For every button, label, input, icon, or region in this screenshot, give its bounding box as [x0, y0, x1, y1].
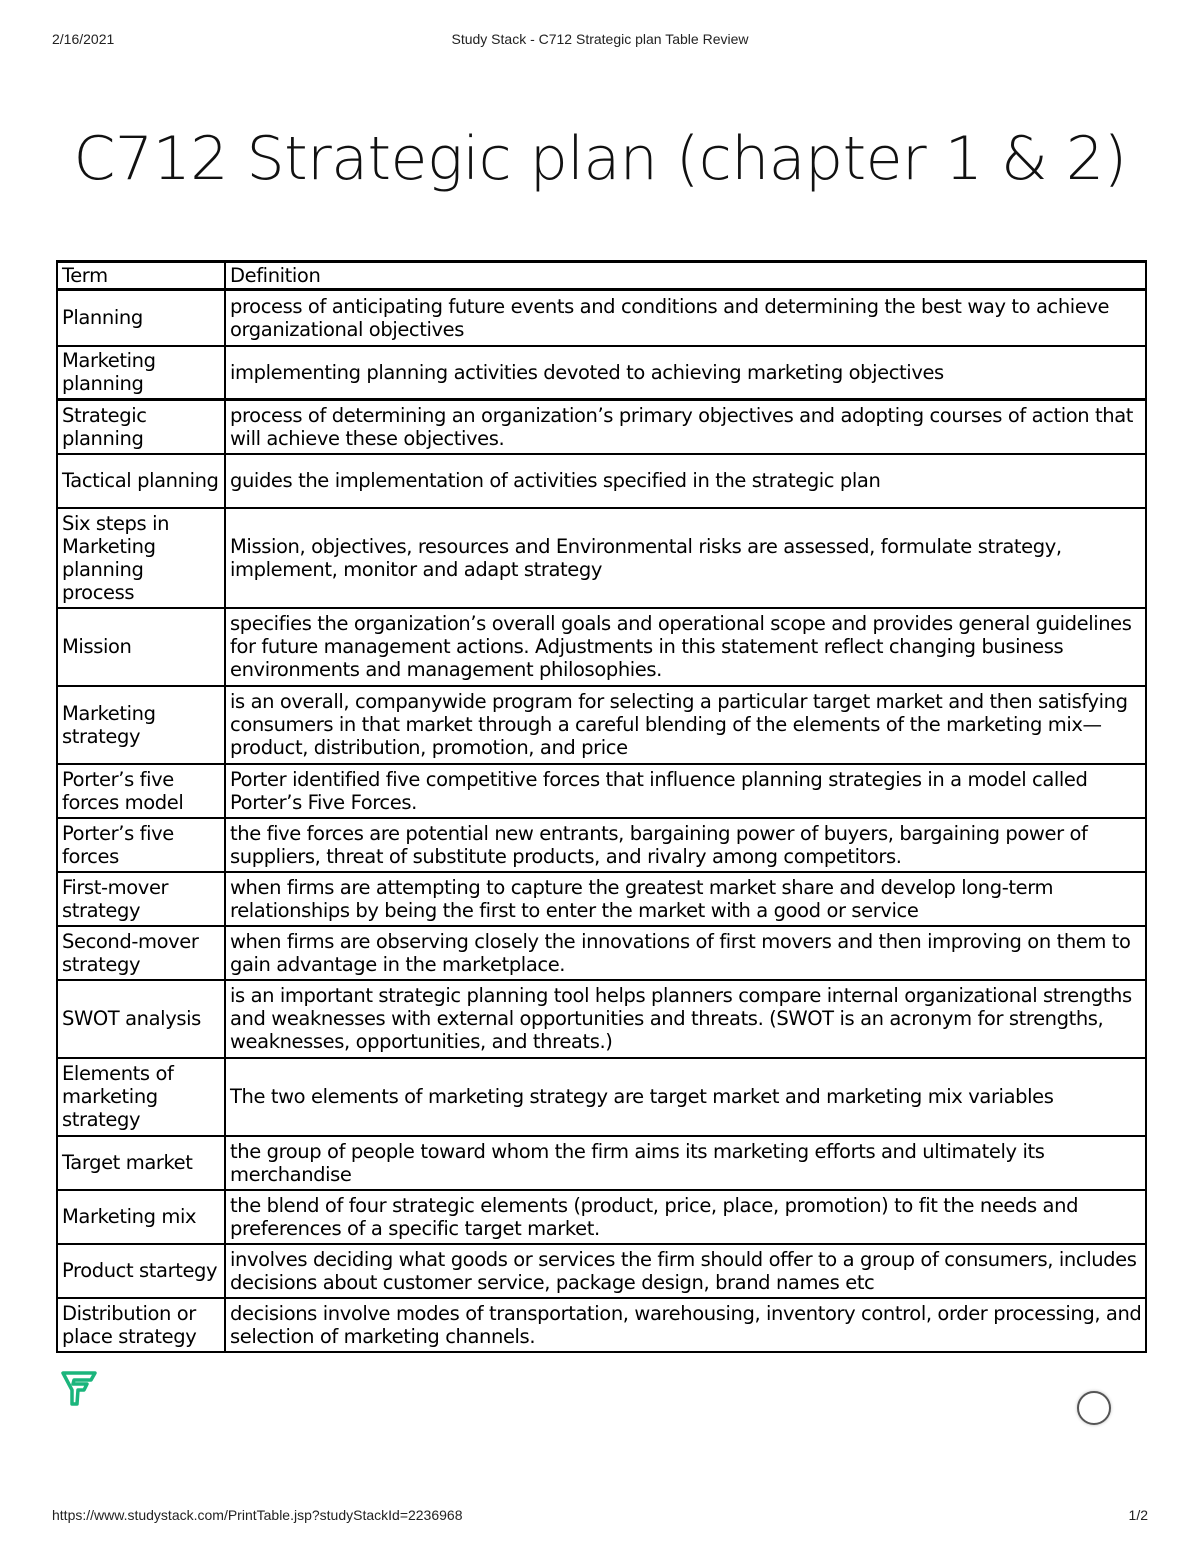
term-cell: SWOT analysis	[57, 980, 225, 1058]
table-row	[57, 980, 1146, 1058]
page-number: 1/2	[1128, 1507, 1148, 1523]
table-row	[57, 508, 1146, 608]
term-cell: First-mover strategy	[57, 872, 225, 926]
term-cell: Mission	[57, 608, 225, 686]
studystack-logo-icon[interactable]	[60, 1368, 98, 1408]
definition-cell: guides the implementation of activities specified in the strategic plan	[225, 454, 1146, 508]
table-row	[57, 686, 1146, 764]
table-row	[57, 1298, 1146, 1352]
table-row	[57, 400, 1146, 454]
definition-cell: involves deciding what goods or services the firm should offer to a group of consumers, includes decisions about customer service, package design, brand names etc	[225, 1244, 1146, 1298]
table-header-row	[57, 262, 1146, 290]
definition-cell: process of anticipating future events and conditions and determining the best way to achieve organizational objectives	[225, 290, 1146, 346]
page-url: https://www.studystack.com/PrintTable.jsp?studyStackId=2236968	[52, 1507, 463, 1523]
definition-cell: process of determining an organization’s primary objectives and adopting courses of action that will achieve these objectives.	[225, 400, 1146, 454]
print-header	[52, 31, 1148, 51]
table-row	[57, 818, 1146, 872]
table-row	[57, 346, 1146, 400]
term-cell: Planning	[57, 290, 225, 346]
table-row	[57, 1058, 1146, 1136]
definition-cell: when firms are observing closely the innovations of first movers and then improving on them to gain advantage in the marketplace.	[225, 926, 1146, 980]
document-title: C712 Strategic plan (chapter 1 & 2)	[73, 124, 1127, 195]
definition-cell: when firms are attempting to capture the greatest market share and develop long-term relationships by being the first to enter the market with a good or service	[225, 872, 1146, 926]
table-row	[57, 1190, 1146, 1244]
terms-table	[56, 260, 1147, 1353]
definition-cell: is an important strategic planning tool helps planners compare internal organizational strengths and weaknesses with external opportunities and threats. (SWOT is an acronym for strengths, weaknesses, opportunities, and threats.)	[225, 980, 1146, 1058]
term-cell: Six steps in Marketing planning process	[57, 508, 225, 608]
table-row	[57, 608, 1146, 686]
term-cell: Distribution or place strategy	[57, 1298, 225, 1352]
definition-cell: decisions involve modes of transportation, warehousing, inventory control, order processing, and selection of marketing channels.	[225, 1298, 1146, 1352]
term-cell: Product startegy	[57, 1244, 225, 1298]
term-cell: Marketing planning	[57, 346, 225, 400]
definition-cell: specifies the organization’s overall goals and operational scope and provides general guidelines for future management actions. Adjustments in this statement reflect changing business environments and management philosophies.	[225, 608, 1146, 686]
table-row	[57, 290, 1146, 346]
table-row	[57, 454, 1146, 508]
definition-cell: is an overall, companywide program for selecting a particular target market and then satisfying consumers in that market through a careful blending of the elements of the marketing mix—product, distribution, promotion, and price	[225, 686, 1146, 764]
term-cell: Tactical planning	[57, 454, 225, 508]
term-cell: Porter’s five forces model	[57, 764, 225, 818]
definition-cell: the group of people toward whom the firm aims its marketing efforts and ultimately its merchandise	[225, 1136, 1146, 1190]
definition-cell: the five forces are potential new entrants, bargaining power of buyers, bargaining power of suppliers, threat of substitute products, and rivalry among competitors.	[225, 818, 1146, 872]
table-row	[57, 926, 1146, 980]
definition-cell: The two elements of marketing strategy are target market and marketing mix variables	[225, 1058, 1146, 1136]
definition-cell: the blend of four strategic elements (product, price, place, promotion) to fit the needs and preferences of a specific target market.	[225, 1190, 1146, 1244]
term-cell: Marketing strategy	[57, 686, 225, 764]
table-row	[57, 1244, 1146, 1298]
print-footer	[52, 1507, 1148, 1527]
definition-cell: Porter identified five competitive forces that influence planning strategies in a model called Porter’s Five Forces.	[225, 764, 1146, 818]
circle-button-icon[interactable]	[1077, 1391, 1111, 1425]
print-date: 2/16/2021	[52, 31, 115, 47]
definition-cell: implementing planning activities devoted to achieving marketing objectives	[225, 346, 1146, 400]
column-header-definition: Definition	[225, 262, 1146, 290]
table-row	[57, 764, 1146, 818]
term-cell: Second-mover strategy	[57, 926, 225, 980]
term-cell: Strategic planning	[57, 400, 225, 454]
term-cell: Target market	[57, 1136, 225, 1190]
table-row	[57, 1136, 1146, 1190]
term-cell: Porter’s five forces	[57, 818, 225, 872]
column-header-term: Term	[57, 262, 225, 290]
definition-cell: Mission, objectives, resources and Environmental risks are assessed, formulate strategy, implement, monitor and adapt strategy	[225, 508, 1146, 608]
print-page-title: Study Stack - C712 Strategic plan Table Review	[451, 31, 749, 47]
term-cell: Elements of marketing strategy	[57, 1058, 225, 1136]
term-cell: Marketing mix	[57, 1190, 225, 1244]
table-row	[57, 872, 1146, 926]
